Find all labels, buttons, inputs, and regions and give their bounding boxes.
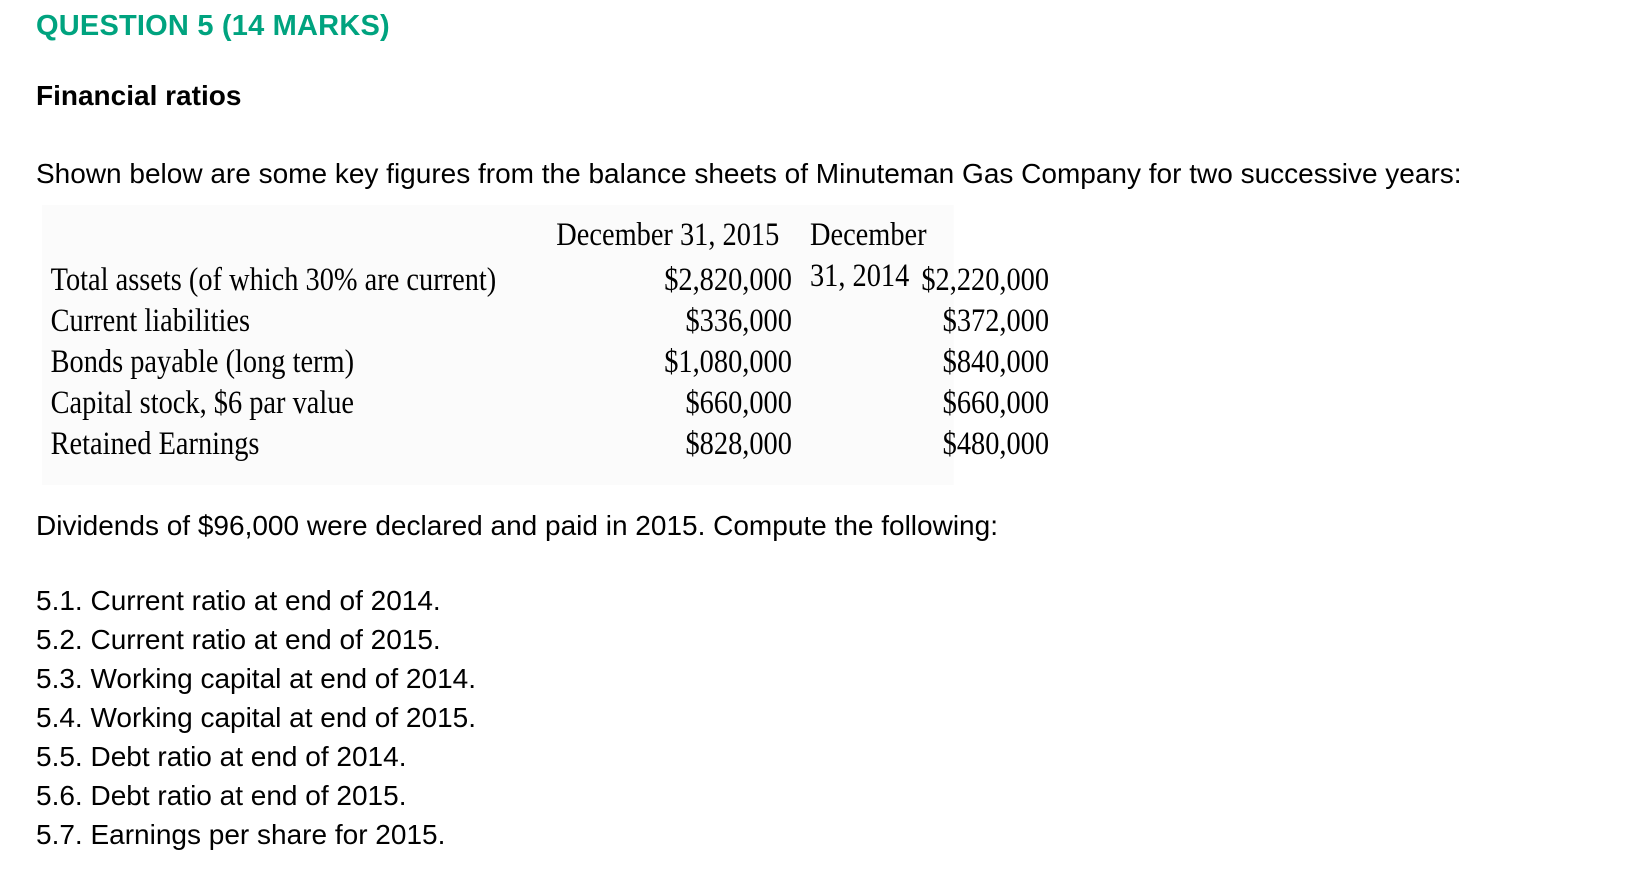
intro-text: Shown below are some key figures from the balance sheets of Minuteman Gas Company for two successive years: <box>36 158 1462 189</box>
question-item: 5.1. Current ratio at end of 2014. <box>36 585 441 616</box>
question-item: 5.3. Working capital at end of 2014. <box>36 663 476 694</box>
value-2014-retained-earnings: $480,000 <box>942 426 1050 462</box>
value-2015-bonds-payable: $1,080,000 <box>664 344 792 380</box>
row-label-total-assets: Total assets (of which 30% are current) <box>50 262 497 298</box>
balance-sheet-figures <box>42 205 1050 485</box>
question-list <box>36 585 476 858</box>
value-2015-total-assets: $2,820,000 <box>664 262 792 298</box>
question-heading: QUESTION 5 (14 MARKS) <box>36 10 390 42</box>
row-label-retained-earnings: Retained Earnings <box>50 426 260 462</box>
section-title: Financial ratios <box>36 80 242 111</box>
question-item: 5.6. Debt ratio at end of 2015. <box>36 780 407 811</box>
row-label-current-liabilities: Current liabilities <box>50 303 251 339</box>
row-labels <box>51 260 497 465</box>
question-item: 5.4. Working capital at end of 2015. <box>36 702 476 733</box>
column-header-2015: December 31, 2015 <box>556 217 780 253</box>
value-2015-retained-earnings: $828,000 <box>685 426 792 462</box>
values-2014 <box>877 260 1049 465</box>
column-header-2014: December 31, 2014 <box>809 217 927 294</box>
question-item: 5.2. Current ratio at end of 2015. <box>36 624 441 655</box>
values-2015 <box>620 260 792 465</box>
value-2015-current-liabilities: $336,000 <box>685 303 792 339</box>
row-label-capital-stock: Capital stock, $6 par value <box>50 385 355 421</box>
row-label-bonds-payable: Bonds payable (long term) <box>50 344 355 380</box>
value-2014-current-liabilities: $372,000 <box>942 303 1050 339</box>
value-2014-bonds-payable: $840,000 <box>942 344 1050 380</box>
value-2015-capital-stock: $660,000 <box>685 385 792 421</box>
value-2014-total-assets: $2,220,000 <box>921 262 1050 298</box>
dividends-note: Dividends of $96,000 were declared and paid in 2015. Compute the following: <box>36 510 998 541</box>
question-item: 5.5. Debt ratio at end of 2014. <box>36 741 407 772</box>
question-item: 5.7. Earnings per share for 2015. <box>36 819 446 850</box>
value-2014-capital-stock: $660,000 <box>942 385 1050 421</box>
